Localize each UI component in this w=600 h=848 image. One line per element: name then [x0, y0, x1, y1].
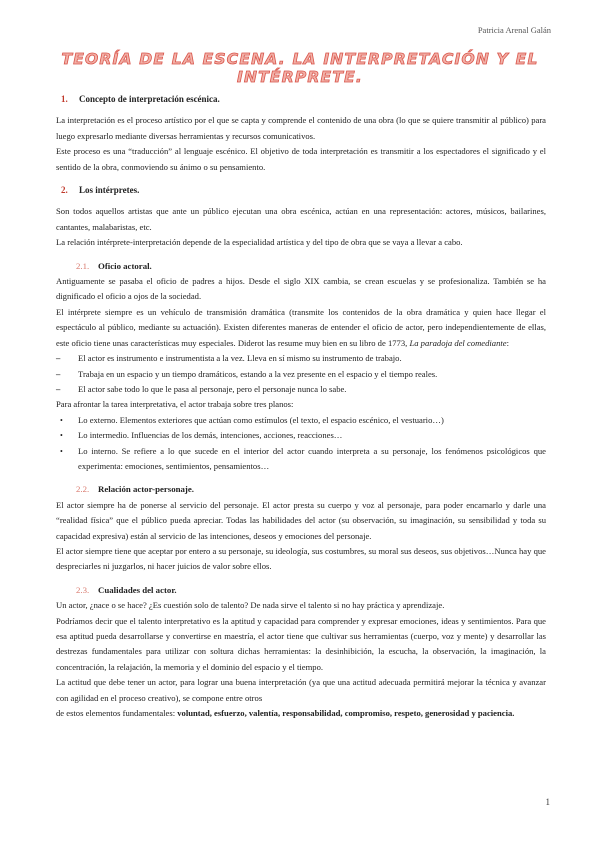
paragraph: El actor siempre ha de ponerse al servicio del personaje. El actor presta su cuerpo y voz al personaje, para poder encarnarlo y darle una “realidad física” que el público pueda apreciar. Todas las habilidades del actor (su observación, su imaginación, su sensibilidad y toda su capacidad expresiva) están al servicio de las intenciones, deseos y emociones del personaje.: [56, 499, 546, 541]
paragraph: Son todos aquellos artistas que ante un público ejecutan una obra escénica, actúan en una representación: actores, músicos, bailarines, cantantes, malabaristas, etc.: [56, 206, 546, 232]
document-title: TEORÍA DE LA ESCENA. LA INTERPRETACIÓN Y EL INTÉRPRETE.: [61, 50, 539, 86]
paragraph: La relación intérprete-interpretación depende de la especialidad artística y del tipo de obra que se vaya a llevar a cabo.: [56, 237, 463, 248]
section-1-heading: [56, 92, 546, 107]
paragraph: La interpretación es el proceso artístico por el que se capta y comprende el contenido de una obra (lo que se quiere transmitir al público) para luego expresarlo mediante diversas herramientas y recursos comunicativos.: [56, 115, 546, 141]
paragraph: [56, 706, 546, 721]
paragraph: La actitud que debe tener un actor, para lograr una buena interpretación (ya que una actitud adecuada permitirá mejorar la técnica y avanzar con agilidad en el proceso creativo), se compone entre otros: [56, 677, 546, 703]
section-2-heading: [56, 183, 546, 198]
bullet-list: [56, 413, 546, 475]
paragraph: Este proceso es una “traducción” al lenguaje escénico. El objetivo de toda interpretación es transmitir a los espectadores el significado y el sentido de la obra, conmoviendo su ánimo o su pensamiento.: [56, 146, 546, 172]
section-2-3-heading: [56, 583, 546, 598]
section-title: Los intérpretes.: [79, 185, 140, 196]
list-item: • Lo externo. Elementos exteriores que actúan como estímulos (el texto, el espacio escénico, el vestuario…): [56, 413, 546, 428]
list-item: • Lo intermedio. Influencias de los demás, intenciones, acciones, reacciones…: [56, 428, 546, 443]
section-title: Relación actor-personaje.: [98, 484, 194, 495]
section-2-2-heading: [56, 482, 546, 497]
paragraph: Un actor, ¿nace o se hace? ¿Es cuestión solo de talento? De nada sirve el talento si no hay práctica y aprendizaje.: [56, 600, 445, 611]
page-number: 1: [545, 797, 550, 807]
paragraph: Para afrontar la tarea interpretativa, el actor trabaja sobre tres planos:: [56, 399, 294, 410]
paragraph: Antiguamente se pasaba el oficio de padres a hijos. Desde el siglo XIX cambia, se crean escuelas y se profesionaliza. También se ha dignificado el oficio a ojos de la sociedad.: [56, 276, 546, 302]
book-title: La paradoja del comediante: [409, 337, 507, 348]
section-number: 1.: [61, 94, 68, 104]
section-title: Concepto de interpretación escénica.: [79, 94, 220, 104]
paragraph: Podríamos decir que el talento interpretativo es la aptitud y capacidad para comprender y expresar emociones, ideas y sentimientos. Para que esa aptitud pueda desarrollarse y convertirse en maestría, el actor tiene que cultivar sus herramientas (cuerpo, voz y mente) y desarrollar las destrezas fundamentales para utilizar con soltura dichas herramientas: la desinhibición, la escucha, la observación, la imaginación, la concentración, la relajación, la memoria y el dominio del espacio y el tiempo.: [56, 615, 546, 672]
dash-list: [56, 351, 546, 397]
qualities-list: voluntad, esfuerzo, valentía, responsabilidad, compromiso, respeto, generosidad y paciencia.: [177, 708, 515, 719]
section-number: 2.2.: [76, 484, 90, 495]
section-2-1-heading: [56, 259, 546, 274]
section-title: Cualidades del actor.: [98, 584, 177, 595]
list-item: • Lo interno. Se refiere a lo que sucede en el interior del actor cuando interpreta a su personaje, los fenómenos psicológicos que experimenta: emociones, sentimientos, pensamientos…: [56, 444, 546, 475]
section-title: Oficio actoral.: [98, 260, 152, 271]
list-item: – El actor es instrumento e instrumentista a la vez. Lleva en sí mismo su instrumento de trabajo.: [56, 351, 546, 366]
header-author: Patricia Arenal Galán: [477, 25, 551, 35]
section-number: 2.1.: [76, 260, 90, 271]
list-item: – Trabaja en un espacio y un tiempo dramáticos, estando a la vez presente en el espacio y el tiempo reales.: [56, 367, 546, 382]
section-number: 2.: [61, 185, 68, 196]
document-body: [56, 92, 546, 721]
paragraph-text: de estos elementos fundamentales:: [56, 708, 176, 719]
section-number: 2.3.: [76, 584, 90, 595]
paragraph-text: El intérprete siempre es un vehículo de transmisión dramática (transmite los contenidos de la obra dramática y quien hace llegar el espectáculo al público, mediante su actuación). Existen diferentes maneras de entender el oficio de actor, pero independientemente de ellas, este oficio tiene unas características muy especiales. Diderot las resume muy bien en su libro de 1773,: [56, 306, 546, 348]
list-item: – El actor sabe todo lo que le pasa al personaje, pero el personaje nunca lo sabe.: [56, 382, 546, 397]
paragraph: El actor siempre tiene que aceptar por entero a su personaje, su ideología, sus costumbres, su moral sus deseos, sus objetivos…Nunca hay que despreciarles ni juzgarlos, ni hacer juicios de valor sobre ellos.: [56, 545, 546, 572]
paragraph: El intérprete siempre es un vehículo de transmisión dramática (transmite los contenidos de la obra dramática y quien hace llegar el espectáculo al público, mediante su actuación). Existen diferentes maneras de entender el oficio de actor, pero independientemente de ellas, este oficio tiene unas características muy especiales. Diderot las resume muy bien en su libro de 1773, La paradoja del comediante:: [56, 306, 546, 348]
